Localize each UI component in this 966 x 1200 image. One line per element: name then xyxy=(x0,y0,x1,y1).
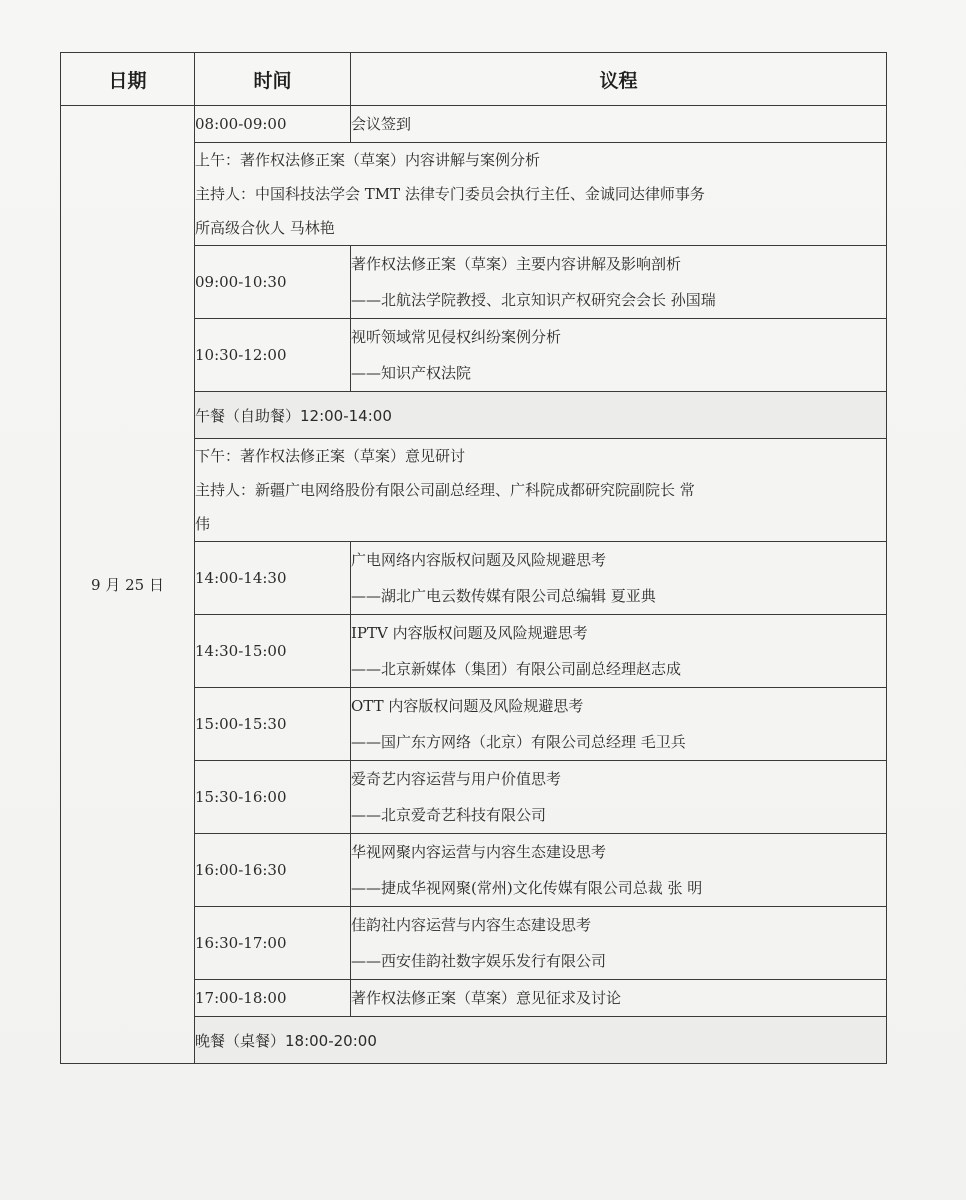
afternoon-title: 下午：著作权法修正案（草案）意见研讨 xyxy=(195,447,466,465)
lunch-cell: 午餐（自助餐）12:00-14:00 xyxy=(195,392,887,439)
session-topic: 广电网络内容版权问题及风险规避思考 xyxy=(351,551,607,569)
session-content xyxy=(351,834,887,907)
session-speaker: ——西安佳韵社数字娱乐发行有限公司 xyxy=(351,952,607,970)
session-time: 15:30-16:00 xyxy=(195,761,351,834)
session-speaker: ——知识产权法院 xyxy=(351,364,472,382)
session-topic: 著作权法修正案（草案）主要内容讲解及影响剖析 xyxy=(351,255,682,273)
session-speaker: ——北京爱奇艺科技有限公司 xyxy=(351,806,547,824)
header-row xyxy=(61,53,887,106)
session-content xyxy=(351,688,887,761)
session-topic: 佳韵社内容运营与内容生态建设思考 xyxy=(351,916,592,934)
morning-header xyxy=(195,143,887,246)
session-content xyxy=(351,319,887,392)
session-time: 14:00-14:30 xyxy=(195,542,351,615)
session-speaker: ——北京新媒体（集团）有限公司副总经理赵志成 xyxy=(351,660,682,678)
session-content xyxy=(351,907,887,980)
session-topic: 视听领域常见侵权纠纷案例分析 xyxy=(351,328,562,346)
session-topic: IPTV 内容版权问题及风险规避思考 xyxy=(351,624,588,642)
session-speaker: ——捷成华视网聚(常州)文化传媒有限公司总裁 张 明 xyxy=(351,879,703,897)
discussion-topic: 著作权法修正案（草案）意见征求及讨论 xyxy=(351,980,887,1017)
header-time: 时间 xyxy=(195,53,351,106)
signin-time: 08:00-09:00 xyxy=(195,106,351,143)
date-cell: 9 月 25 日 xyxy=(61,106,195,1064)
session-topic: 华视网聚内容运营与内容生态建设思考 xyxy=(351,843,607,861)
session-speaker: ——国广东方网络（北京）有限公司总经理 毛卫兵 xyxy=(351,733,686,751)
agenda-table xyxy=(60,52,887,1064)
morning-host-line2: 所高级合伙人 马林艳 xyxy=(195,219,335,237)
session-content xyxy=(351,542,887,615)
session-topic: OTT 内容版权问题及风险规避思考 xyxy=(351,697,584,715)
session-time: 14:30-15:00 xyxy=(195,615,351,688)
discussion-time: 17:00-18:00 xyxy=(195,980,351,1017)
session-content xyxy=(351,246,887,319)
session-time: 16:30-17:00 xyxy=(195,907,351,980)
afternoon-host-line1: 主持人：新疆广电网络股份有限公司副总经理、广科院成都研究院副院长 常 xyxy=(195,481,695,499)
header-agenda: 议程 xyxy=(351,53,887,106)
session-time: 15:00-15:30 xyxy=(195,688,351,761)
session-time: 10:30-12:00 xyxy=(195,319,351,392)
session-time: 09:00-10:30 xyxy=(195,246,351,319)
signin-text: 会议签到 xyxy=(351,106,887,143)
dinner-cell: 晚餐（桌餐）18:00-20:00 xyxy=(195,1017,887,1064)
afternoon-host-line2: 伟 xyxy=(195,515,211,533)
afternoon-header xyxy=(195,439,887,542)
morning-host-line1: 主持人：中国科技法学会 TMT 法律专门委员会执行主任、金诚同达律师事务 xyxy=(195,185,705,203)
session-content xyxy=(351,761,887,834)
session-topic: 爱奇艺内容运营与用户价值思考 xyxy=(351,770,562,788)
session-content xyxy=(351,615,887,688)
morning-title: 上午：著作权法修正案（草案）内容讲解与案例分析 xyxy=(195,151,541,169)
session-time: 16:00-16:30 xyxy=(195,834,351,907)
header-date: 日期 xyxy=(61,53,195,106)
session-speaker: ——北航法学院教授、北京知识产权研究会会长 孙国瑞 xyxy=(351,291,716,309)
table-row xyxy=(61,106,887,143)
session-speaker: ——湖北广电云数传媒有限公司总编辑 夏亚典 xyxy=(351,587,656,605)
